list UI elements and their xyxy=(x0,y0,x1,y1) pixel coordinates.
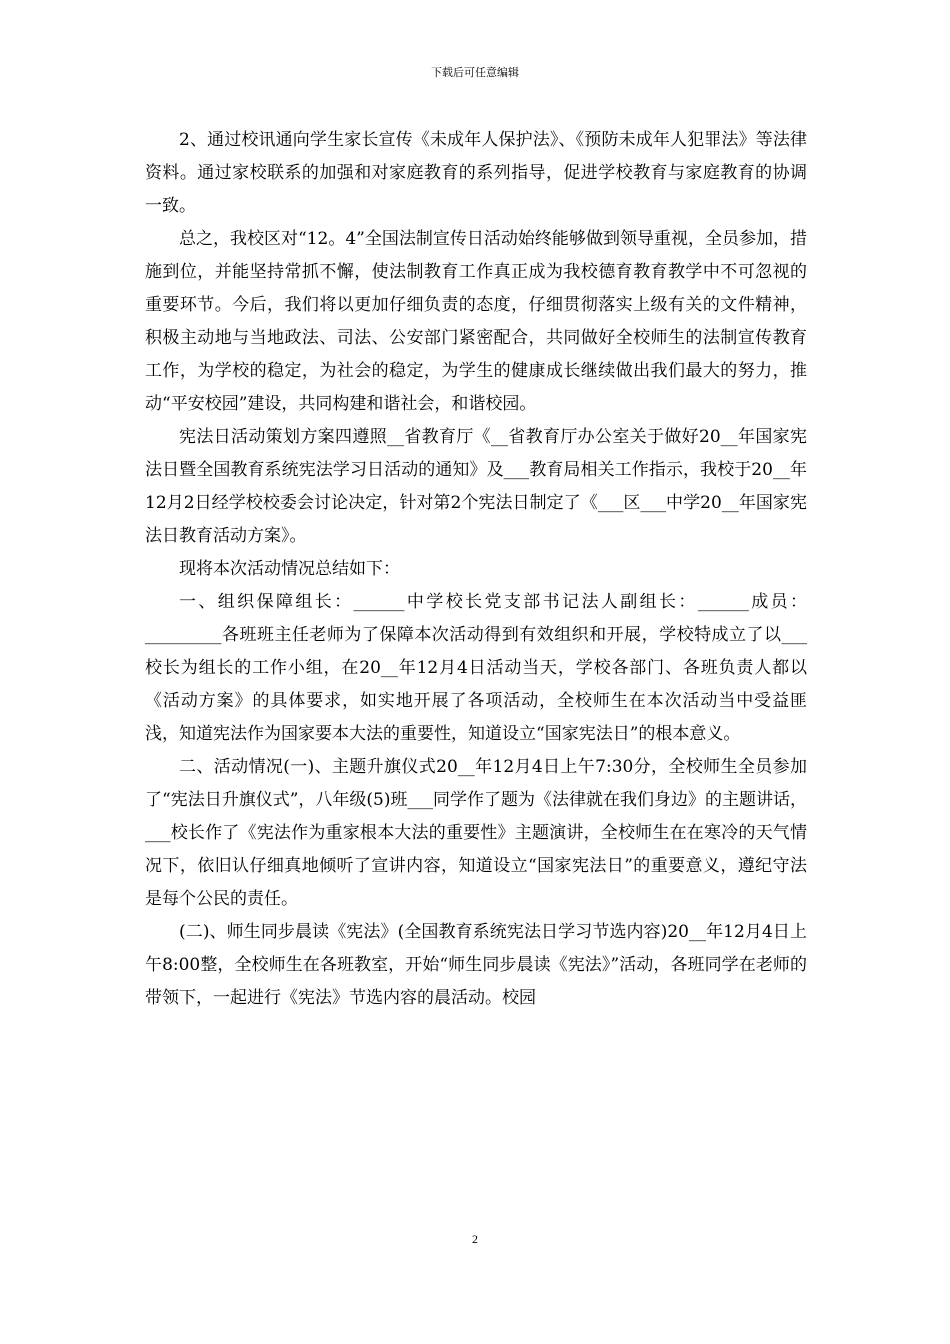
paragraph-1: 2、通过校讯通向学生家长宣传《未成年人保护法》、《预防未成年人犯罪法》等法律资料。通过家校联系的加强和对家庭教育的系列指导，促进学校教育与家庭教育的协调一致。 xyxy=(145,130,807,216)
paragraph-2: 总之，我校区对“12。4”全国法制宣传日活动始终能够做到领导重视，全员参加，措施到位，并能坚持常抓不懈，使法制教育工作真正成为我校德育教育教学中不可忽视的重要环节。今后，我们将以更加仔细负责的态度，仔细贯彻落实上级有关的文件精神，积极主动地与当地政法、司法、公安部门紧密配合，共同做好全校师生的法制宣传教育工作，为学校的稳定，为社会的稳定，为学生的健康成长继续做出我们最大的努力，推动“平安校园”建设，共同构建和谐社会，和谐校园。 xyxy=(145,229,807,414)
document-body xyxy=(145,124,807,1015)
page-number: 2 xyxy=(472,1232,478,1246)
paragraph-7: (二)、师生同步晨读《宪法》(全国教育系统宪法日学习节选内容)20__年12月4日上午8:00整，全校师生在各班教室，开始“师生同步晨读《宪法》”活动，各班同学在老师的带领下，一起进行《宪法》节选内容的晨活动。校园 xyxy=(145,922,807,1008)
paragraph-3: 宪法日活动策划方案四遵照__省教育厅《__省教育厅办公室关于做好20__年国家宪法日暨全国教育系统宪法学习日活动的通知》及___教育局相关工作指示，我校于20__年12月2日经学校校委会讨论决定，针对第2个宪法日制定了《___区___中学20__年国家宪法日教育活动方案》。 xyxy=(145,427,807,546)
page-header: 下载后可任意编辑 xyxy=(431,66,519,79)
paragraph-4: 现将本次活动情况总结如下： xyxy=(179,559,400,579)
paragraph-5: 一、组织保障组长：______中学校长党支部书记法人副组长：______成员：_________各班班主任老师为了保障本次活动得到有效组织和开展，学校特成立了以___校长为组长的工作小组，在20__年12月4日活动当天，学校各部门、各班负责人都以《活动方案》的具体要求，如实地开展了各项活动，全校师生在本次活动当中受益匪浅，知道宪法作为国家要本大法的重要性，知道设立“国家宪法日”的根本意义。 xyxy=(145,592,807,744)
paragraph-6: 二、活动情况(一)、主题升旗仪式20__年12月4日上午7:30分，全校师生全员参加了“宪法日升旗仪式”，八年级(5)班___同学作了题为《法律就在我们身边》的主题讲话，___校长作了《宪法作为重家根本大法的重要性》主题演讲，全校师生在在寒冷的天气情况下，依旧认仔细真地倾听了宣讲内容，知道设立“国家宪法日”的重要意义，遵纪守法是每个公民的责任。 xyxy=(145,757,807,909)
